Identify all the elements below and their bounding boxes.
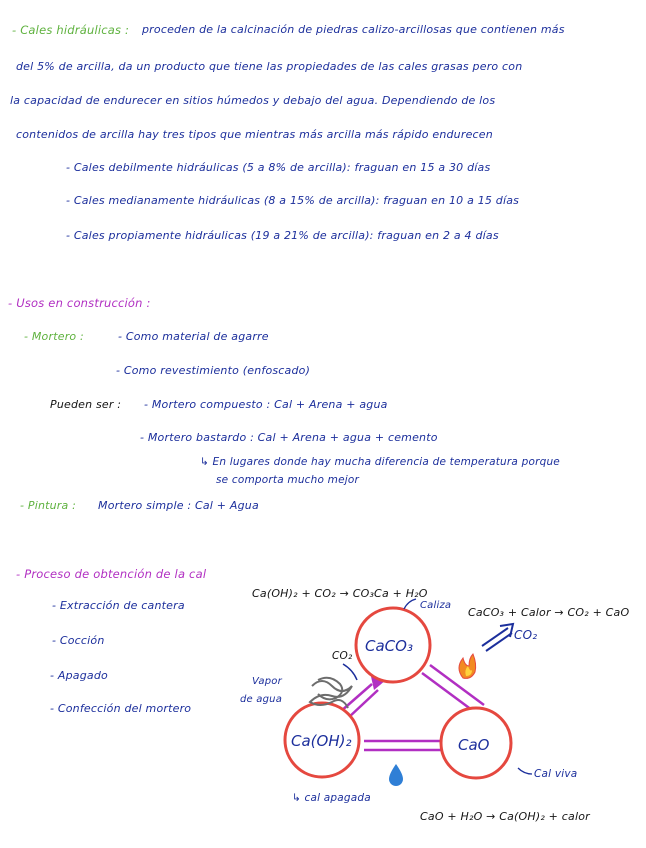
mortero-item-agarre: - Como material de agarre [118,330,269,343]
pueden-ser-label: Pueden ser : [50,398,122,411]
equation-carbonation: Ca(OH)₂ + CO₂ → CO₃Ca + H₂O [252,587,428,600]
bastardo-note-line2: se comporta mucho mejor [216,474,360,486]
mortero-compuesto: - Mortero compuesto : Cal + Arena + agua [144,398,388,411]
co2-absorbed-label: CO₂ [332,650,353,662]
vapor-label-line2: de agua [240,694,283,705]
paragraph-line: la capacidad de endurecer en sitios húmedos y debajo del agua. Dependiendo de los [10,94,496,107]
paragraph-line: contenidos de arcilla hay tres tipos que mientras más arcilla más rápido endurecen [16,128,493,141]
mortero-item-revestimiento: - Como revestimiento (enfoscado) [116,364,311,377]
process-step-apagado: - Apagado [50,669,108,682]
co2-released-label: CO₂ [514,628,538,642]
mortero-label: - Mortero : [24,330,84,343]
cal-viva-pointer-icon [518,768,532,774]
section-heading-proceso: - Proceso de obtención de la cal [16,567,207,581]
section-heading-cales-hidraulicas: - Cales hidráulicas : [12,23,130,37]
co2-input-arrow-icon [343,664,357,680]
section-heading-usos: - Usos en construcción : [8,296,151,310]
equation-slaking: CaO + H₂O → Ca(OH)₂ + calor [420,810,590,823]
paragraph-line: del 5% de arcilla, da un producto que tiene las propiedades de las cales grasas pero con [16,60,523,73]
node-label-caco3: CaCO₃ [365,637,413,655]
cal-viva-label: Cal viva [534,768,578,780]
fire-icon [459,654,476,678]
cal-apagada-label: ↳ cal apagada [292,792,371,804]
co2-release-arrow-icon [482,624,513,651]
edge-left-to-top [340,684,372,712]
paragraph-line: proceden de la calcinación de piedras calizo-arcillosas que contienen más [142,23,565,36]
process-step-confeccion: - Confección del mortero [50,702,192,715]
water-drop-icon [389,764,403,786]
caliza-pointer-icon [404,599,416,609]
equation-calcination: CaCO₃ + Calor → CO₂ + CaO [468,606,630,619]
pintura-text: Mortero simple : Cal + Agua [98,499,259,512]
node-label-cao: CaO [458,736,490,754]
node-label-caoh2: Ca(OH)₂ [291,732,352,750]
process-step-extraccion: - Extracción de cantera [52,599,185,612]
process-step-coccion: - Cocción [52,634,105,647]
edge-left-to-top-2 [348,690,378,718]
vapor-label-line1: Vapor [252,676,282,687]
bastardo-note-line1: ↳ En lugares donde hay mucha diferencia de temperatura porque [200,456,560,468]
mortero-bastardo: - Mortero bastardo : Cal + Arena + agua + cemento [140,431,438,444]
hydraulic-type-weak: - Cales debilmente hidráulicas (5 a 8% de arcilla): fraguan en 15 a 30 días [66,161,491,174]
hydraulic-type-medium: - Cales medianamente hidráulicas (8 a 15% de arcilla): fraguan en 10 a 15 días [66,194,520,207]
caliza-label: Caliza [420,600,452,611]
pintura-label: - Pintura : [20,499,77,512]
hydraulic-type-proper: - Cales propiamente hidráulicas (19 a 21% de arcilla): fraguan en 2 a 4 días [66,229,499,242]
